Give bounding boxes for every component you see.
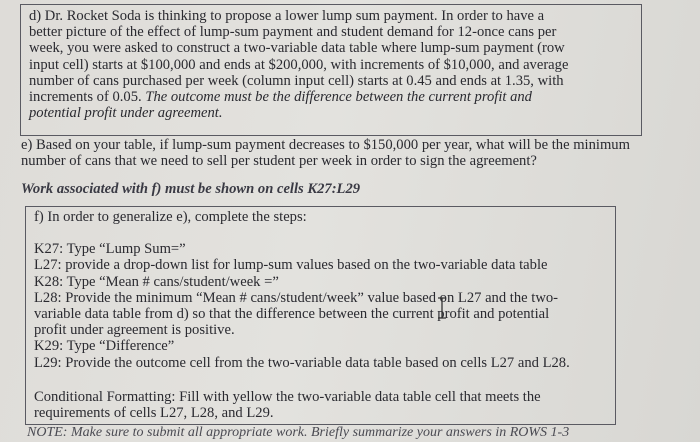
part-f-intro: f) In order to generalize e), complete the steps: bbox=[34, 209, 307, 225]
conditional-formatting-step-cont: requirements of cells L27, L28, and L29. bbox=[34, 405, 274, 422]
part-d-line: d) Dr. Rocket Soda is thinking to propose a lower lump sum payment. In order to have a bbox=[29, 8, 545, 24]
step-k27: K27: Type “Lump Sum=” bbox=[34, 241, 186, 258]
part-d-line: better picture of the effect of lump-sum payment and student demand for 12-once cans per bbox=[29, 24, 557, 41]
text-cursor-icon bbox=[436, 297, 448, 319]
conditional-formatting-step: Conditional Formatting: Fill with yellow the two-variable data table cell that meets the bbox=[34, 388, 541, 405]
step-l29: L29: Provide the outcome cell from the two-variable data table based on cells L27 and L28. bbox=[34, 354, 570, 371]
part-d-italic-text: The outcome must be the difference between the current profit and bbox=[145, 89, 532, 106]
step-k29: K29: Type “Difference” bbox=[34, 338, 175, 355]
part-d-line bbox=[29, 105, 641, 121]
part-d-line bbox=[29, 89, 641, 105]
bottom-note: NOTE: Make sure to submit all appropriate work. Briefly summarize your answers in ROWS 1-3 bbox=[27, 425, 570, 440]
step-l27: L27: provide a drop-down list for lump-sum values based on the two-variable data table bbox=[34, 257, 548, 274]
part-d-box bbox=[20, 4, 642, 136]
work-location-note: Work associated with f) must be shown on cells K27:L29 bbox=[21, 181, 361, 197]
part-d-line: week, you were asked to construct a two-variable data table where lump-sum payment (row bbox=[29, 40, 565, 57]
step-l28-cont: variable data table from d) so that the difference between the current profit and potential bbox=[34, 306, 550, 323]
part-e-line: number of cans that we need to sell per student per week in order to sign the agreement? bbox=[21, 153, 537, 170]
part-e-text bbox=[21, 137, 686, 169]
part-d-line: number of cans purchased per week (column input cell) starts at 0.45 and ends at 1.35, with bbox=[29, 72, 564, 89]
step-k28: K28: Type “Mean # cans/student/week =” bbox=[34, 273, 279, 290]
step-l28: L28: Provide the minimum “Mean # cans/student/week” value based on L27 and the two- bbox=[34, 289, 559, 306]
part-d-text: increments of 0.05. bbox=[29, 89, 146, 106]
part-f-box bbox=[25, 206, 616, 425]
part-e-line: e) Based on your table, if lump-sum payment decreases to $150,000 per year, what will be the minimum bbox=[21, 137, 630, 153]
step-l28-cont: profit under agreement is positive. bbox=[34, 322, 235, 339]
part-d-line: input cell) starts at $100,000 and ends at $200,000, with increments of $10,000, and average bbox=[29, 56, 569, 73]
part-d-italic-text: potential profit under agreement. bbox=[29, 105, 223, 122]
